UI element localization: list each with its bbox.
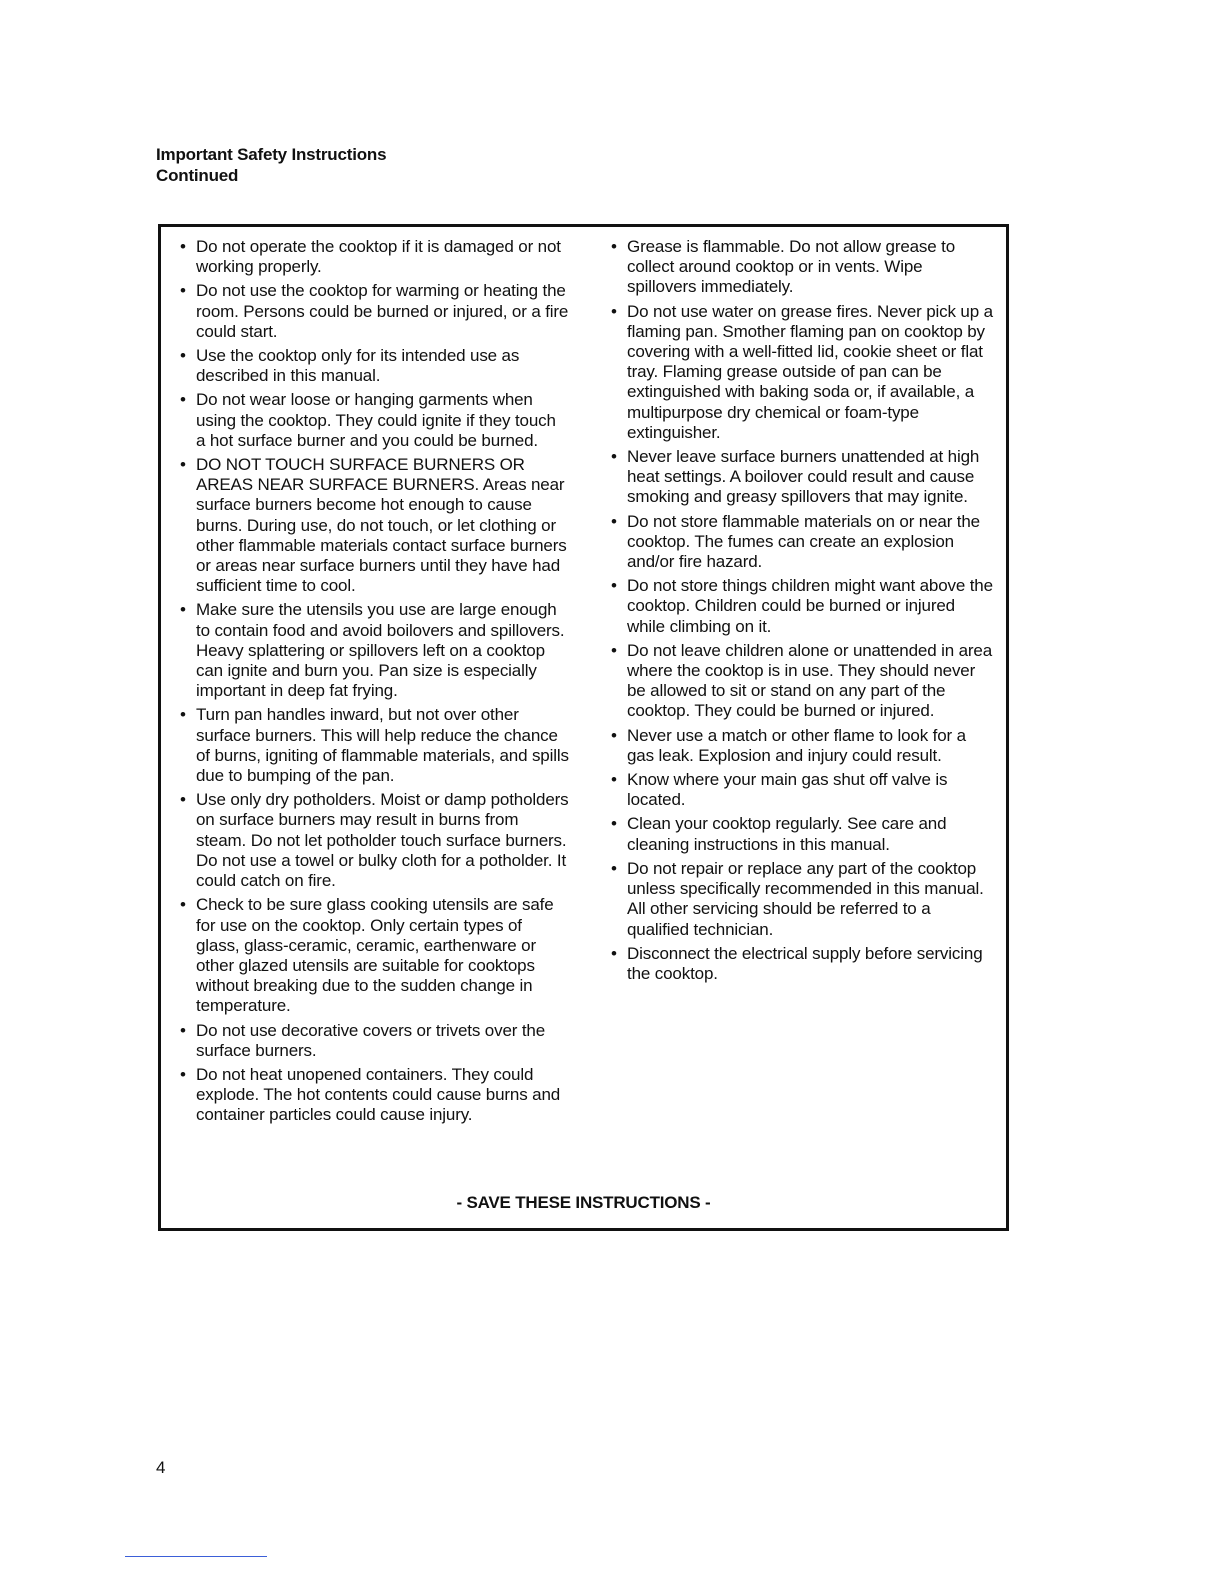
- instruction-text: Never use a match or other flame to look for a gas leak. Explosion and injury could result.: [627, 725, 966, 765]
- bullet-icon: •: [611, 814, 617, 834]
- bullet-icon: •: [180, 1064, 186, 1084]
- instruction-item: [179, 1065, 569, 1126]
- instruction-text: DO NOT TOUCH SURFACE BURNERS OR AREAS NEAR SURFACE BURNERS. Areas near surface burners become hot enough to cause burns. During use, do not touch, or let clothing or other flammable materials contact surface burners or areas near surface burners until they have had sufficient time to cool.: [196, 455, 567, 596]
- heading-title: Important Safety Instructions: [156, 145, 387, 164]
- instruction-text: Do not leave children alone or unattended in area where the cooktop is in use. They should never be allowed to sit or stand on any part of the cooktop. They could be burned or injured.: [627, 640, 993, 721]
- instruction-item: [179, 895, 569, 1016]
- bullet-icon: •: [180, 346, 186, 366]
- instruction-text: Do not repair or replace any part of the cooktop unless specifically recommended in this manual. All other servicing should be referred to a qualified technician.: [627, 858, 984, 939]
- instruction-text: Use only dry potholders. Moist or damp potholders on surface burners may result in burns from steam. Do not let potholder touch surface burners. Do not use a towel or bulky cloth for a potholder. It could catch on fire.: [196, 790, 569, 891]
- instruction-item: [179, 790, 569, 891]
- bullet-icon: •: [180, 455, 186, 475]
- instruction-text: Do not use water on grease fires. Never pick up a flaming pan. Smother flaming pan on cooktop by covering with a well-fitted lid, cookie sheet or flat tray. Flaming grease outside of pan can be extinguished with baking soda or, if available, a multipurpose dry chemical or foam-type extinguisher.: [627, 301, 993, 442]
- bullet-icon: •: [180, 237, 186, 256]
- bullet-icon: •: [611, 858, 617, 878]
- instruction-text: Know where your main gas shut off valve is located.: [627, 770, 948, 810]
- section-heading: [156, 144, 386, 186]
- instruction-item: [610, 726, 995, 766]
- instruction-item: [610, 770, 995, 810]
- bullet-icon: •: [611, 511, 617, 531]
- bullet-icon: •: [611, 576, 617, 596]
- bullet-icon: •: [180, 600, 186, 620]
- right-instruction-list: [610, 237, 995, 988]
- instruction-text: Disconnect the electrical supply before servicing the cooktop.: [627, 943, 983, 983]
- instruction-text: Do not wear loose or hanging garments when using the cooktop. They could ignite if they touch a hot surface burner and you could be burned.: [196, 390, 556, 450]
- instruction-item: [610, 447, 995, 508]
- instruction-text: Never leave surface burners unattended at high heat settings. A boilover could result and cause smoking and greasy spillovers that may ignite.: [627, 447, 980, 507]
- instruction-item: [179, 705, 569, 786]
- bullet-icon: •: [611, 237, 617, 256]
- left-instruction-list: [179, 237, 569, 1130]
- bullet-icon: •: [611, 640, 617, 660]
- instruction-item: [610, 859, 995, 940]
- instruction-item: [179, 346, 569, 386]
- footer-rule: [125, 1556, 267, 1557]
- instruction-item: [179, 390, 569, 451]
- instruction-text: Use the cooktop only for its intended use as described in this manual.: [196, 346, 520, 386]
- bullet-icon: •: [180, 1020, 186, 1040]
- instruction-text: Turn pan handles inward, but not over other surface burners. This will help reduce the chance of burns, igniting of flammable materials, and spills due to bumping of the pan.: [196, 705, 569, 786]
- bullet-icon: •: [611, 301, 617, 321]
- instruction-text: Do not use decorative covers or trivets over the surface burners.: [196, 1020, 546, 1060]
- instructions-box: [158, 224, 1009, 1231]
- instruction-text: Grease is flammable. Do not allow grease to collect around cooktop or in vents. Wipe spillovers immediately.: [627, 237, 956, 297]
- bullet-icon: •: [611, 725, 617, 745]
- instruction-item: [179, 600, 569, 701]
- instruction-text: Do not use the cooktop for warming or heating the room. Persons could be burned or injured, or a fire could start.: [196, 281, 569, 341]
- instruction-item: [610, 641, 995, 722]
- bullet-icon: •: [180, 390, 186, 410]
- instruction-text: Do not store flammable materials on or near the cooktop. The fumes can create an explosion and/or fire hazard.: [627, 511, 980, 572]
- instruction-item: [610, 302, 995, 443]
- instruction-text: Do not heat unopened containers. They could explode. The hot contents could cause burns and container particles could cause injury.: [196, 1064, 561, 1125]
- bullet-icon: •: [180, 705, 186, 725]
- instruction-text: Do not store things children might want above the cooktop. Children could be burned or injured while climbing on it.: [627, 576, 993, 636]
- instruction-item: [179, 281, 569, 342]
- instruction-item: [610, 944, 995, 984]
- instruction-text: Do not operate the cooktop if it is damaged or not working properly.: [196, 237, 561, 277]
- page-number: 4: [156, 1458, 166, 1477]
- instruction-item: [179, 1021, 569, 1061]
- instruction-item: [610, 576, 995, 637]
- bullet-icon: •: [611, 770, 617, 790]
- bullet-icon: •: [180, 895, 186, 915]
- bullet-icon: •: [611, 447, 617, 467]
- instruction-item: [610, 814, 995, 854]
- instruction-item: [610, 237, 995, 298]
- save-instructions-notice: - SAVE THESE INSTRUCTIONS -: [456, 1193, 711, 1212]
- bullet-icon: •: [180, 281, 186, 301]
- heading-subtitle: Continued: [156, 166, 239, 185]
- bullet-icon: •: [611, 943, 617, 963]
- bullet-icon: •: [180, 790, 186, 810]
- instruction-item: [610, 512, 995, 573]
- instruction-text: Clean your cooktop regularly. See care and cleaning instructions in this manual.: [627, 814, 947, 854]
- instruction-text: Check to be sure glass cooking utensils are safe for use on the cooktop. Only certain types of glass, glass-ceramic, ceramic, earthenware or other glazed utensils are suitable for cooktops without breaking due to the sudden change in temperature.: [196, 895, 554, 1016]
- instruction-text: Make sure the utensils you use are large enough to contain food and avoid boilovers and spillovers. Heavy splattering or spillovers left on a cooktop can ignite and burn you. Pan size is especially important in deep fat frying.: [196, 600, 565, 701]
- instruction-item: [179, 237, 569, 277]
- instruction-item: [179, 455, 569, 596]
